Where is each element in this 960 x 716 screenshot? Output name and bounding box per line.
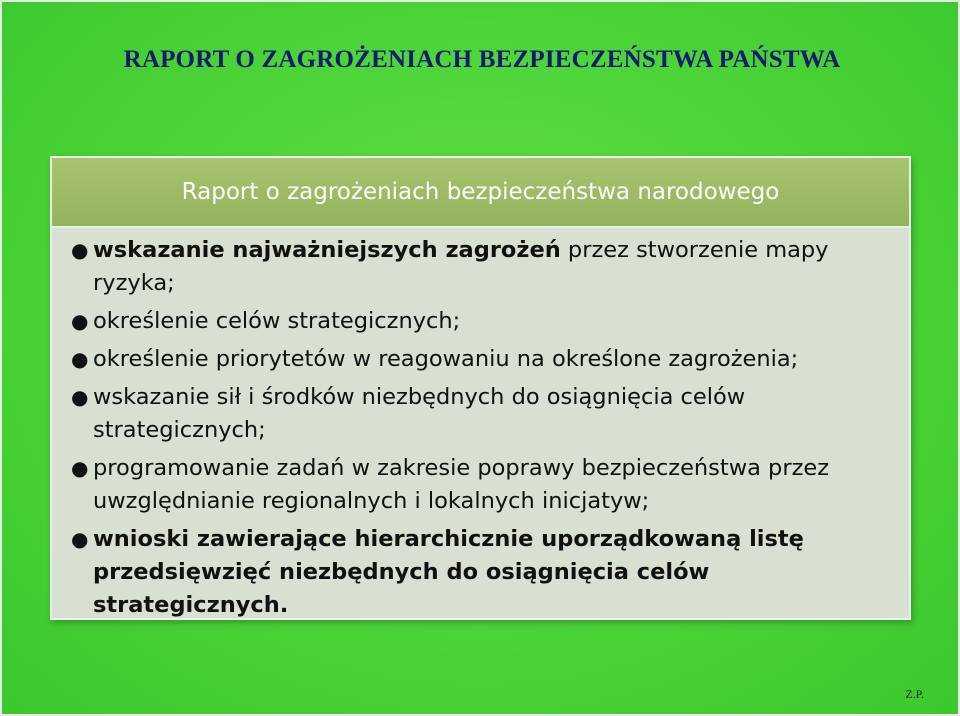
footer-initials: Z.P.: [905, 687, 924, 701]
list-item: [52, 305, 909, 338]
box-header: Raport o zagrożeniach bezpieczeństwa narodowego: [52, 158, 909, 228]
list-item-text: programowanie zadań w zakresie poprawy bezpieczeństwa przez uwzględnianie regionalnych i lokalnych inicjatyw;: [93, 455, 830, 514]
list-item-text: określenie priorytetów w reagowaniu na określone zagrożenia;: [93, 346, 799, 372]
bullet-list: [52, 234, 909, 627]
list-item-bold: wnioski zawierające hierarchicznie uporządkowaną listę przedsięwzięć niezbędnych do osiągnięcia celów strategicznych.: [93, 526, 804, 618]
bullet-icon: ●: [71, 309, 89, 333]
bullet-icon: ●: [71, 456, 89, 480]
list-item: [52, 343, 909, 376]
list-item: [52, 234, 909, 300]
bullet-icon: ●: [71, 238, 89, 262]
bullet-icon: ●: [71, 347, 89, 371]
list-item: [52, 452, 909, 518]
content-box: [50, 156, 911, 620]
bullet-icon: ●: [71, 385, 89, 409]
list-item: [52, 523, 909, 622]
list-item-bold: wskazanie najważniejszych zagrożeń: [93, 237, 561, 263]
bullet-icon: ●: [71, 527, 89, 551]
list-item-text: określenie celów strategicznych;: [93, 308, 461, 334]
page-title: RAPORT O ZAGROŻENIACH BEZPIECZEŃSTWA PAŃSTWA: [123, 46, 841, 73]
list-item-text: przez stworzenie mapy ryzyka;: [93, 237, 829, 296]
list-item-text: wskazanie sił i środków niezbędnych do osiągnięcia celów strategicznych;: [93, 384, 746, 443]
list-item: [52, 381, 909, 447]
